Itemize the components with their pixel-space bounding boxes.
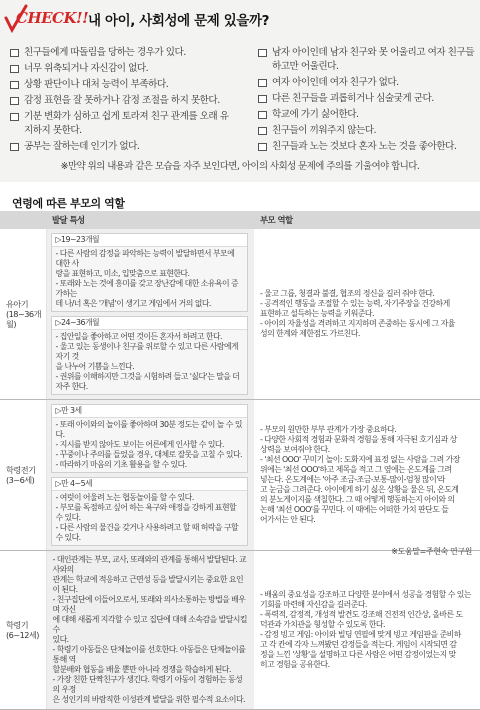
parent-role-line: - 부모의 원만한 부부 관계가 가장 중요하다. xyxy=(260,425,397,434)
development-line: - 여럿이 어울려 노는 협동놀이를 할 수 있다. xyxy=(55,493,194,502)
checkbox-icon[interactable] xyxy=(258,49,267,57)
parent-role-line: - 울고 그릅, 청결과 불결, 협조의 정신을 길러 줘야 한다. xyxy=(260,289,435,298)
development-line: - 또래 아이와의 놀이를 좋아하며 30분 정도는 같이 놀 수 있다. xyxy=(55,420,242,439)
checklist-item xyxy=(10,110,232,137)
parent-role-line: 고 각 칸에 각자 느껴봤던 감정들을 적는다. 게임이 시작되면 감 xyxy=(260,640,457,649)
checkbox-icon[interactable] xyxy=(258,79,267,87)
development-line: - 지시를 받지 않아도 보이는 어른에게 인사할 수 있다. xyxy=(55,440,224,449)
roles-row xyxy=(0,551,480,710)
parent-role-line: 성의 한계와 제한점도 가르친다. xyxy=(260,329,360,338)
checklist-item-text: 친구들에게 따돌림을 당하는 경우가 있다. xyxy=(24,47,186,58)
checklist-item xyxy=(258,140,480,154)
age-cell xyxy=(0,400,46,551)
checkbox-icon[interactable] xyxy=(10,81,19,89)
checkbox-icon[interactable] xyxy=(10,113,19,121)
checklist-title: 내 아이, 사회성에 문제 있을까? xyxy=(88,13,270,29)
age-label: (18~36개월) xyxy=(6,309,41,329)
age-range-label: ▷24~36개월 xyxy=(52,317,248,330)
development-line: 을 나누어 기쁨을 느낀다. xyxy=(55,362,135,371)
development-line: - 꾸중이나 주의를 들었을 경우, 대체로 잘못을 고칠 수 있다. xyxy=(55,450,243,459)
checkbox-icon[interactable] xyxy=(10,143,19,151)
parent-role-line: 고 눈금을 그려준다. 아이에게 하기 싫은 상황을 물은 뒤, 온도계 xyxy=(260,485,459,494)
header-age xyxy=(0,211,46,229)
age-range-label: ▷19~23개월 xyxy=(52,234,248,247)
parent-role-line: 논해 '최선 OOO'를 꾸민다. 이 때에는 어떠한 가치 판단도 들 xyxy=(260,505,449,514)
parent-role-line: - 다양한 사회적 경험과 문화적 경험을 통해 자극된 호기심과 상 xyxy=(260,435,457,444)
parent-role-line: 넣는다. 온도계에는 '아주 조금-조금-보통-많이-엄청 많이'라 xyxy=(260,475,445,484)
development-line: - 학령기 아동들은 단체놀이를 선호한다. 아동들은 단체놀이를 통해 역 xyxy=(52,645,246,664)
checkbox-icon[interactable] xyxy=(258,111,267,119)
parent-role-line: - 폭력적, 감정적, 개성적 발견도 강조해 건전적 인간상, 올바른 도 xyxy=(260,610,463,619)
development-block xyxy=(51,316,249,395)
parent-role-line: - 공격적인 행동을 조절할 수 있는 능력, 자기주장을 건강하게 xyxy=(260,299,450,308)
checkbox-icon[interactable] xyxy=(258,143,267,151)
parent-role-line: 덕관과 가치관을 형성할 수 있도록 한다. xyxy=(260,620,385,629)
header-parent-role: 부모 역할 xyxy=(254,211,480,229)
checklist-item-text: 친구들이 끼워주지 않는다. xyxy=(272,124,377,136)
checklist-item-text: 상황 판단이나 대처 능력이 부족하다. xyxy=(24,79,169,91)
header-development: 발달 특성 xyxy=(46,211,254,229)
checklist-item xyxy=(258,92,480,106)
parent-role-cell xyxy=(254,551,480,710)
parent-role-line: - '최선 OOO' 꾸미기 놀이: 도화지에 표정 없는 사람을 그려 가장 xyxy=(260,455,460,464)
development-cell xyxy=(46,229,254,400)
age-label: (3~6세) xyxy=(6,475,35,485)
checklist-item xyxy=(10,46,232,60)
checklist-item-text: 너무 위축되거나 자신감이 없다. xyxy=(24,63,149,75)
checkbox-icon[interactable] xyxy=(258,127,267,135)
parent-role-line: - 배움의 중요성을 강조하고 다양한 분야에서 성공을 경험할 수 있는 xyxy=(260,590,471,599)
roles-section-title: 연령에 따른 부모의 역할 xyxy=(12,197,125,210)
checklist-item xyxy=(258,76,480,90)
development-line: - 다른 사람의 감정을 파악하는 능력이 발달하면서 부모에 대한 사 xyxy=(55,249,235,268)
parent-role-line: 기회를 마련해 자신감을 길러준다. xyxy=(260,600,367,609)
development-line: - 대인관계는 부모, 교사, 또래와의 관계를 통해서 발달된다. 교사와의 xyxy=(52,555,247,574)
age-label: (6~12세) xyxy=(6,630,39,640)
roles-row xyxy=(0,229,480,400)
development-block xyxy=(51,477,249,546)
development-cell xyxy=(46,551,254,710)
parent-role-line: - 감정 빙고 게임: 아이와 빌딩 연필에 맞게 빙고 게임판을 준비하 xyxy=(260,630,461,639)
parent-role-cell xyxy=(254,229,480,400)
checkbox-icon[interactable] xyxy=(10,97,19,105)
parent-role-line: 의 분노게이지를 색칠한다. 그 때 어떻게 행동하는지 아이와 의 xyxy=(260,495,455,504)
development-line: 있다. xyxy=(52,635,69,644)
checkbox-icon[interactable] xyxy=(10,49,19,57)
checklist-item xyxy=(258,46,480,73)
checklist-item-text: 기분 변화가 심하고 쉽게 토라져 친구 관계를 오래 유지하지 못한다. xyxy=(24,111,229,136)
checklist-item-text: 다른 친구들을 괴롭히거나 심술궂게 군다. xyxy=(272,92,434,104)
development-line: - 집안일을 좋아하고 어떤 것이든 혼자서 하려고 한다. xyxy=(55,332,222,341)
development-line: 에 대해 새롭게 지각할 수 있고 집단에 대해 소속감을 발달시킬 수 xyxy=(52,615,247,634)
parent-role-line: 히고 경험을 공유한다. xyxy=(260,660,330,669)
development-line: - 가장 친한 단짝친구가 생긴다. 학령기 아동이 경험하는 동성의 우정 xyxy=(52,675,243,694)
checklist-item xyxy=(10,62,232,76)
development-cell xyxy=(46,400,254,551)
roles-table-header xyxy=(0,211,480,229)
checklist-item-text: 친구들과 노는 것보다 혼자 노는 것을 좋아한다. xyxy=(272,141,457,153)
development-block xyxy=(51,233,249,312)
development-line: - 다른 사람의 물건을 갖거나 사용하려고 할 때 허락을 구할 수 있다. xyxy=(55,523,239,542)
development-line: 할분배와 협동을 배울 뿐만 아니라 경쟁을 학습하게 된다. xyxy=(52,665,231,674)
checklist-item-text: 감정 표현을 잘 못하거나 감정 조절을 하지 못한다. xyxy=(24,95,220,107)
development-line: - 따라하기 마음의 기초 활용을 할 수 있다. xyxy=(55,460,187,469)
parent-role-line: 상력을 보여줘야 한다. xyxy=(260,445,330,454)
checklist-left-column xyxy=(10,46,232,156)
source-credit: ※도움말=주현숙 연구원 xyxy=(391,547,472,556)
age-range-label: ▷만 4~5세 xyxy=(52,478,248,491)
checklist-item xyxy=(258,108,480,122)
parent-role-line: 위에는 '최선 OOO'하고 제목을 적고 그 옆에는 온도계를 그려 xyxy=(260,465,452,474)
development-line: - 친구집단에 이들어오로서, 또래와 의사소통하는 방법을 배우며 자신 xyxy=(52,595,246,614)
checklist-item-text: 여자 아이인데 여자 친구가 없다. xyxy=(272,76,399,88)
development-line: - 권위를 이해하지만 그것을 시험하려 들고 '싫다'는 말을 더 자주 한다. xyxy=(55,372,240,391)
checklist-item-text: 남자 아이인데 남자 친구와 못 어울리고 여자 친구들하고만 어울린다. xyxy=(272,47,474,72)
age-cell xyxy=(0,551,46,710)
development-line: 랑을 표현하고, 미소, 입맞춤으로 표현한다. xyxy=(55,269,190,278)
checklist-panel xyxy=(0,0,480,182)
development-block xyxy=(51,404,249,473)
development-block xyxy=(47,551,255,709)
checkbox-icon[interactable] xyxy=(258,95,267,103)
development-line: 데 나/너 혹은 '개념'이 생기고 게임에서 거의 없다. xyxy=(55,299,211,308)
parent-role-line: 표현하고 설득하는 능력을 키워준다. xyxy=(260,309,374,318)
parent-role-line: - 아이의 자율성을 격려하고 지지하며 존중하는 동시에 그 자율 xyxy=(260,319,455,328)
age-cell xyxy=(0,229,46,400)
age-range-label: ▷만 3세 xyxy=(52,405,248,418)
check-logo-text: CHECK!! xyxy=(16,9,89,27)
roles-row xyxy=(0,400,480,551)
checklist-item xyxy=(10,140,232,154)
parent-role-line: 어가서는 안 된다. xyxy=(260,515,316,524)
age-label: 학령전기 xyxy=(6,465,36,475)
checklist-item-text: 공부는 잘하는데 인기가 없다. xyxy=(24,141,140,153)
checklist-right-column xyxy=(258,46,480,156)
roles-table xyxy=(0,211,480,710)
checklist-item xyxy=(258,124,480,138)
parent-role-cell xyxy=(254,400,480,551)
checklist-item xyxy=(10,78,232,92)
parent-role-line: 정을 느낀 '상황'을 설명하고 다른 사람은 어떤 감정이었는지 맞 xyxy=(260,650,456,659)
checklist-note: ※만약 위의 내용과 같은 모습을 자주 보인다면, 아이의 사회성 문제에 주의를 기울여야 합니다. xyxy=(60,161,420,172)
development-line: - 부모를 독점하고 싶어 하는 욕구와 애정을 강하게 표현할 수 있다. xyxy=(55,503,237,522)
checklist-item-text: 학교에 가기 싫어한다. xyxy=(272,108,359,120)
checkbox-icon[interactable] xyxy=(10,65,19,73)
age-label: 유아기 xyxy=(6,299,29,309)
checklist-item xyxy=(10,94,232,108)
development-line: - 또래와 노는 것에 흥미를 갖고 장난감에 대한 소유욕이 증가하는 xyxy=(55,279,239,298)
age-label: 학령기 xyxy=(6,620,29,630)
development-line: 은 성인기의 바람직한 이성관계 발달을 위한 필수적 요소이다. xyxy=(52,695,245,704)
development-line: 관계는 학교에 적응하고 근면성 등을 발달시키는 중요한 요인이 된다. xyxy=(52,575,244,594)
development-line: - 울고 있는 동생이나 친구를 위로할 수 있고 다른 사람에게 자기 것 xyxy=(55,342,239,361)
